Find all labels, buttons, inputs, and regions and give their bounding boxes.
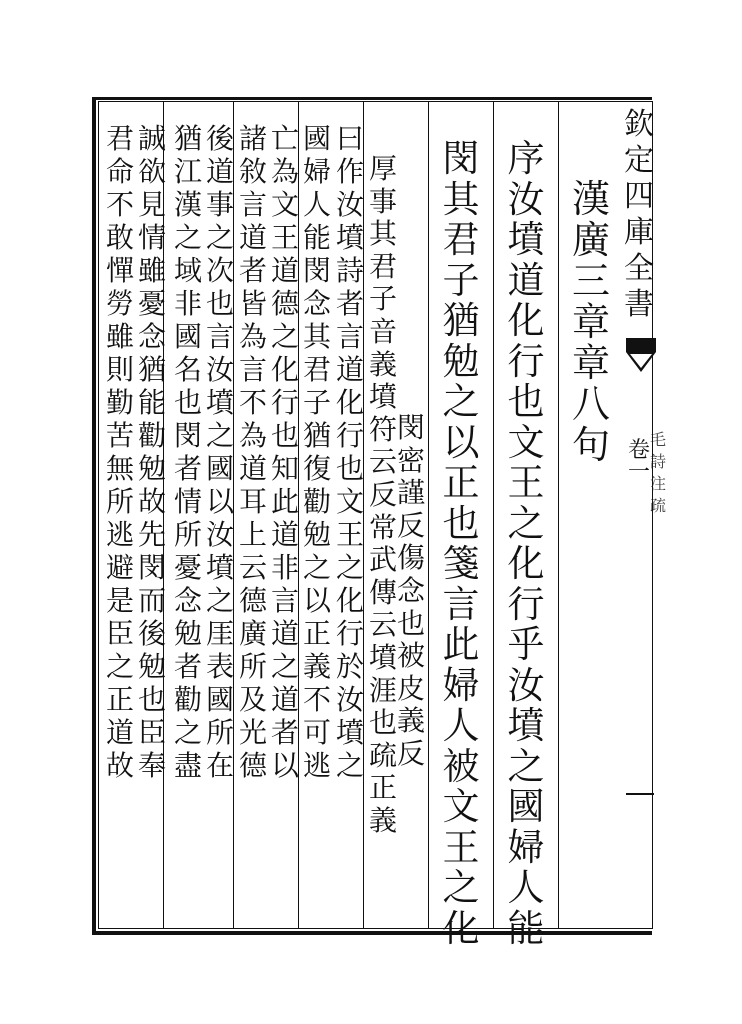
- glyph: 德: [239, 749, 268, 782]
- glyph: 文: [271, 188, 300, 221]
- glyph: 四: [624, 179, 654, 214]
- glyph: 三: [571, 259, 610, 303]
- fish-tail-ornament: [626, 338, 656, 378]
- glyph: 之: [442, 380, 480, 423]
- glyph: 墳: [336, 221, 365, 254]
- text-column: [500, 137, 552, 950]
- text-column: [174, 122, 203, 785]
- glyph: 猶: [442, 299, 480, 342]
- glyph: 文: [507, 420, 545, 464]
- glyph: 章: [571, 341, 610, 385]
- glyph: 厚: [369, 152, 398, 185]
- glyph: 之: [507, 501, 545, 545]
- glyph: 行: [507, 582, 545, 626]
- glyph: 疏: [650, 496, 667, 515]
- glyph: 子: [442, 258, 480, 302]
- glyph: 避: [106, 551, 135, 584]
- glyph: 八: [571, 382, 610, 426]
- glyph: 皆: [239, 287, 268, 320]
- glyph: 所: [206, 716, 235, 749]
- glyph: 情: [138, 221, 167, 254]
- glyph: 國: [507, 785, 545, 828]
- glyph: 行: [271, 386, 300, 419]
- glyph: 卷: [628, 438, 651, 463]
- glyph: 此: [271, 485, 300, 518]
- glyph: 復: [303, 452, 332, 485]
- glyph: 正: [303, 617, 332, 650]
- glyph: 行: [336, 419, 365, 452]
- glyph: 王: [507, 461, 545, 504]
- glyph: 先: [138, 518, 167, 551]
- glyph: 墳: [206, 386, 235, 419]
- glyph: 化: [336, 584, 365, 617]
- glyph: 王: [271, 221, 300, 254]
- glyph: 勉: [138, 650, 167, 683]
- glyph: 婦: [507, 825, 545, 869]
- glyph: 閔: [442, 137, 480, 180]
- text-column: [369, 152, 398, 839]
- glyph: 君: [303, 353, 332, 386]
- glyph: 苦: [106, 419, 135, 452]
- glyph: 憂: [174, 551, 203, 584]
- glyph: 正: [442, 461, 480, 504]
- glyph: 念: [174, 584, 203, 617]
- glyph: 以: [206, 485, 235, 518]
- text-column: [106, 122, 135, 785]
- glyph: 之: [271, 650, 300, 683]
- glyph: 曰: [336, 122, 365, 155]
- glyph: 名: [174, 353, 203, 386]
- glyph: 國: [174, 320, 203, 353]
- glyph: 勉: [442, 339, 480, 383]
- glyph: 符: [369, 412, 398, 446]
- glyph: 情: [174, 485, 203, 518]
- glyph: 者: [336, 287, 365, 320]
- column-rule: [428, 101, 429, 929]
- glyph: 德: [271, 287, 300, 320]
- glyph: 王: [442, 825, 480, 869]
- glyph: 謹: [397, 476, 426, 510]
- glyph: 也: [507, 380, 545, 423]
- text-column-annotation: [397, 411, 426, 773]
- glyph: 勸: [303, 485, 332, 518]
- glyph: 言: [442, 582, 480, 626]
- glyph: 之: [174, 716, 203, 749]
- glyph: 耳: [239, 485, 268, 518]
- glyph: 故: [106, 749, 135, 782]
- glyph: 勉: [303, 518, 332, 551]
- glyph: 之: [336, 551, 365, 584]
- glyph: 被: [397, 639, 426, 673]
- glyph: 見: [138, 188, 167, 221]
- glyph: 者: [174, 650, 203, 683]
- glyph: 一: [628, 460, 651, 485]
- glyph: 子: [369, 282, 398, 316]
- glyph: 墳: [206, 551, 235, 584]
- glyph: 云: [369, 445, 398, 479]
- glyph: 句: [571, 423, 610, 467]
- glyph: 密: [397, 443, 426, 477]
- glyph: 厓: [206, 617, 235, 650]
- glyph: 正: [106, 683, 135, 716]
- glyph: 道: [507, 258, 545, 302]
- glyph: 箋: [442, 542, 480, 585]
- glyph: 言: [271, 584, 300, 617]
- glyph: 念: [397, 573, 426, 607]
- glyph: 奉: [138, 749, 167, 782]
- glyph: 而: [138, 584, 167, 617]
- glyph: 道: [336, 353, 365, 386]
- glyph: 正: [369, 771, 398, 805]
- text-column: [271, 122, 300, 785]
- glyph: 國: [206, 683, 235, 716]
- glyph: 猶: [138, 353, 167, 386]
- glyph: 其: [303, 320, 332, 353]
- glyph: 化: [507, 542, 545, 585]
- glyph: 之: [303, 551, 332, 584]
- glyph: 之: [442, 866, 480, 909]
- glyph: 疏: [369, 738, 398, 772]
- glyph: 婦: [303, 155, 332, 188]
- glyph: 者: [239, 254, 268, 287]
- glyph: 表: [206, 650, 235, 683]
- glyph: 為: [239, 320, 268, 353]
- glyph: 其: [442, 177, 480, 221]
- glyph: 臣: [106, 617, 135, 650]
- glyph: 義: [303, 650, 332, 683]
- glyph: 此: [442, 623, 480, 666]
- glyph: 化: [271, 353, 300, 386]
- glyph: 勞: [106, 287, 135, 320]
- glyph: 反: [397, 508, 426, 542]
- glyph: 以: [442, 420, 480, 464]
- text-column: [435, 137, 487, 950]
- glyph: 作: [336, 155, 365, 188]
- glyph: 書: [624, 287, 654, 322]
- glyph: 所: [106, 485, 135, 518]
- glyph: 墳: [507, 218, 545, 261]
- glyph: 也: [336, 452, 365, 485]
- glyph: 道: [106, 716, 135, 749]
- glyph: 也: [442, 501, 480, 545]
- text-column: [565, 177, 617, 467]
- glyph: 則: [106, 353, 135, 386]
- glyph: 憂: [138, 287, 167, 320]
- glyph: 云: [369, 608, 398, 642]
- glyph: 義: [397, 704, 426, 738]
- glyph: 定: [624, 143, 654, 178]
- glyph: 及: [239, 683, 268, 716]
- text-column: [239, 122, 268, 785]
- glyph: 事: [206, 188, 235, 221]
- glyph: 光: [239, 716, 268, 749]
- glyph: 之: [174, 221, 203, 254]
- text-column: [206, 122, 235, 785]
- glyph: 敢: [106, 221, 135, 254]
- glyph: 道: [271, 254, 300, 287]
- glyph: 次: [206, 254, 235, 287]
- glyph: 之: [507, 744, 545, 788]
- glyph: 毛: [650, 430, 667, 449]
- glyph: 也: [206, 287, 235, 320]
- glyph: 汝: [336, 188, 365, 221]
- glyph: 序: [507, 137, 545, 180]
- glyph: 道: [271, 683, 300, 716]
- glyph: 君: [106, 122, 135, 155]
- glyph: 江: [174, 155, 203, 188]
- glyph: 域: [174, 254, 203, 287]
- glyph: 所: [174, 518, 203, 551]
- glyph: 事: [369, 184, 398, 218]
- glyph: 道: [206, 155, 235, 188]
- glyph: 命: [106, 155, 135, 188]
- glyph: 言: [206, 320, 235, 353]
- glyph: 閔: [174, 419, 203, 452]
- glyph: 閔: [138, 551, 167, 584]
- glyph: 子: [303, 386, 332, 419]
- glyph: 臣: [138, 716, 167, 749]
- glyph: 不: [239, 386, 268, 419]
- glyph: 知: [271, 452, 300, 485]
- glyph: 後: [206, 122, 235, 155]
- glyph: 在: [206, 749, 235, 782]
- glyph: 其: [369, 217, 398, 251]
- glyph: 也: [369, 706, 398, 740]
- glyph: 乎: [507, 623, 545, 666]
- glyph: 反: [369, 477, 398, 511]
- glyph: 上: [239, 518, 268, 551]
- glyph: 不: [303, 683, 332, 716]
- glyph: 汝: [507, 663, 545, 707]
- glyph: 汝: [507, 177, 545, 221]
- glyph: 可: [303, 716, 332, 749]
- glyph: 化: [442, 906, 480, 950]
- glyph: 庫: [624, 215, 654, 250]
- glyph: 以: [271, 749, 300, 782]
- glyph: 王: [336, 518, 365, 551]
- glyph: 能: [303, 221, 332, 254]
- glyph: 能: [507, 906, 545, 950]
- glyph: 云: [239, 551, 268, 584]
- glyph: 君: [442, 218, 480, 261]
- glyph: 亡: [271, 122, 300, 155]
- glyph: 誠: [138, 122, 167, 155]
- glyph: 之: [206, 221, 235, 254]
- glyph: 墳: [336, 716, 365, 749]
- glyph: 人: [442, 704, 480, 747]
- column-rule: [493, 101, 494, 929]
- glyph: 被: [442, 744, 480, 788]
- glyph: 也: [138, 683, 167, 716]
- glyph: 故: [138, 485, 167, 518]
- glyph: 無: [106, 452, 135, 485]
- glyph: 言: [239, 353, 268, 386]
- glyph: 汝: [336, 683, 365, 716]
- glyph: 不: [106, 188, 135, 221]
- glyph: 文: [336, 485, 365, 518]
- glyph: 勸: [174, 683, 203, 716]
- glyph: 道: [271, 617, 300, 650]
- glyph: 反: [397, 736, 426, 770]
- glyph: 欽: [624, 107, 654, 142]
- glyph: 墳: [369, 380, 398, 414]
- glyph: 之: [271, 320, 300, 353]
- glyph: 義: [369, 347, 398, 381]
- glyph: 人: [303, 188, 332, 221]
- glyph: 閔: [303, 254, 332, 287]
- glyph: 勉: [174, 617, 203, 650]
- margin-tick: [626, 793, 654, 795]
- glyph: 是: [106, 584, 135, 617]
- glyph: 以: [303, 584, 332, 617]
- glyph: 國: [206, 452, 235, 485]
- glyph: 化: [507, 299, 545, 342]
- glyph: 墳: [369, 640, 398, 674]
- glyph: 化: [336, 386, 365, 419]
- glyph: 涯: [369, 673, 398, 707]
- glyph: 皮: [397, 671, 426, 705]
- glyph: 國: [303, 122, 332, 155]
- glyph: 盡: [174, 749, 203, 782]
- side-text: [650, 432, 666, 520]
- glyph: 念: [138, 320, 167, 353]
- glyph: 汝: [206, 518, 235, 551]
- glyph: 非: [271, 551, 300, 584]
- glyph: 漢: [174, 188, 203, 221]
- glyph: 非: [174, 287, 203, 320]
- glyph: 欲: [138, 155, 167, 188]
- glyph: 能: [138, 386, 167, 419]
- glyph: 後: [138, 617, 167, 650]
- glyph: 也: [271, 419, 300, 452]
- glyph: 詩: [336, 254, 365, 287]
- glyph: 之: [206, 419, 235, 452]
- glyph: 敘: [239, 155, 268, 188]
- glyph: 行: [507, 339, 545, 383]
- glyph: 道: [239, 221, 268, 254]
- glyph: 文: [442, 785, 480, 828]
- glyph: 汝: [206, 353, 235, 386]
- glyph: 之: [206, 584, 235, 617]
- glyph: 常: [369, 510, 398, 544]
- glyph: 言: [239, 188, 268, 221]
- glyph: 逃: [303, 749, 332, 782]
- glyph: 墳: [507, 704, 545, 747]
- juan-label: [628, 440, 650, 484]
- column-rule: [558, 101, 559, 929]
- glyph: 雖: [106, 320, 135, 353]
- glyph: 為: [239, 419, 268, 452]
- text-column: [138, 122, 167, 785]
- glyph: 閔: [397, 411, 426, 444]
- glyph: 勸: [138, 419, 167, 452]
- glyph: 於: [336, 650, 365, 683]
- glyph: 勉: [138, 452, 167, 485]
- glyph: 為: [271, 155, 300, 188]
- glyph: 章: [571, 300, 610, 344]
- glyph: 廣: [571, 218, 610, 262]
- glyph: 婦: [442, 663, 480, 707]
- glyph: 道: [239, 452, 268, 485]
- glyph: 也: [397, 606, 426, 640]
- glyph: 雖: [138, 254, 167, 287]
- glyph: 之: [106, 650, 135, 683]
- glyph: 行: [336, 617, 365, 650]
- glyph: 全: [624, 251, 654, 286]
- glyph: 逃: [106, 518, 135, 551]
- glyph: 憚: [106, 254, 135, 287]
- text-column: [336, 122, 365, 785]
- glyph: 德: [239, 584, 268, 617]
- glyph: 所: [239, 650, 268, 683]
- glyph: 音: [369, 314, 398, 348]
- glyph: 猶: [303, 419, 332, 452]
- glyph: 廣: [239, 617, 268, 650]
- glyph: 也: [174, 386, 203, 419]
- glyph: 言: [336, 320, 365, 353]
- glyph: 傷: [397, 541, 426, 575]
- glyph: 武: [369, 543, 398, 577]
- glyph: 勤: [106, 386, 135, 419]
- glyph: 者: [174, 452, 203, 485]
- text-column: [303, 122, 332, 785]
- glyph: 人: [507, 866, 545, 909]
- glyph: 漢: [571, 177, 610, 221]
- glyph: 之: [336, 749, 365, 782]
- glyph: 義: [369, 803, 398, 837]
- glyph: 道: [271, 518, 300, 551]
- glyph: 猶: [174, 122, 203, 155]
- glyph: 者: [271, 716, 300, 749]
- glyph: 傳: [369, 575, 398, 609]
- glyph: 念: [303, 287, 332, 320]
- series-title: [622, 107, 656, 326]
- glyph: 君: [369, 249, 398, 283]
- glyph: 注: [650, 474, 667, 493]
- glyph: 詩: [650, 452, 667, 471]
- glyph: 諸: [239, 122, 268, 155]
